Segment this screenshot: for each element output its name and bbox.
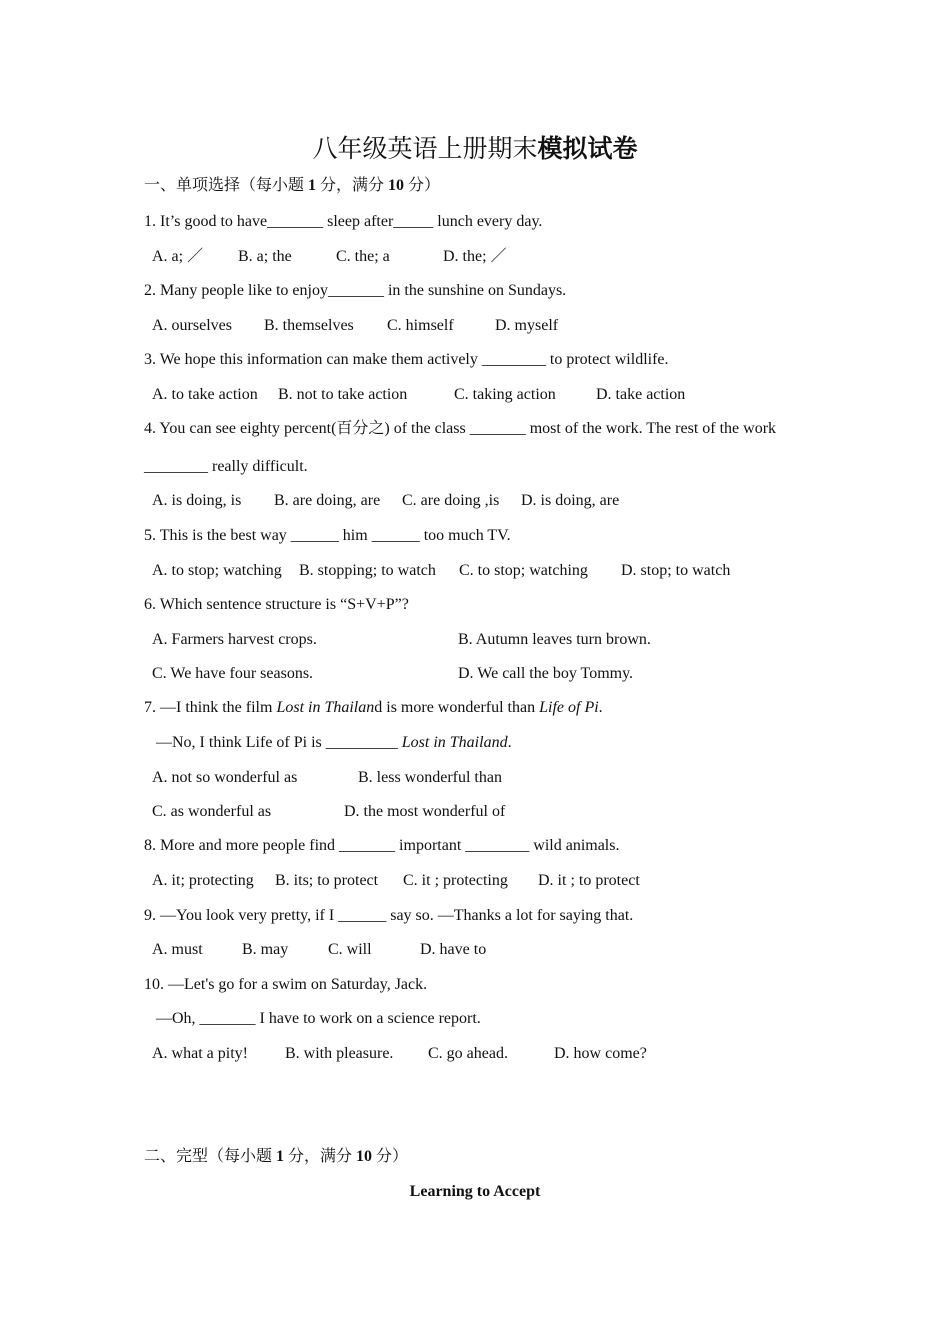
q9-option-b: B. may [242,941,289,958]
q3-option-a: A. to take action [152,386,258,403]
q10-option-d: D. how come? [554,1045,647,1062]
question-3: 3. We hope this information can make them actively ________ to protect wildlife. [144,351,669,368]
film-title-italic: Lost in Thailand [401,734,508,751]
q7-option-a: A. not so wonderful as [152,769,298,786]
q5-option-c: C. to stop; watching [459,562,588,579]
question-7-reply: —No, I think Life of Pi is _________ Lost in Thailand. [156,734,512,751]
q4-option-a: A. is doing, is [152,492,242,509]
q6-option-d: D. We call the boy Tommy. [458,665,634,682]
q9-option-c: C. will [328,941,372,958]
question-9: 9. —You look very pretty, if I ______ say so. —Thanks a lot for saying that. [144,907,634,924]
title-bold: 模拟试卷 [537,136,638,163]
q8-option-b: B. its; to protect [275,872,379,889]
film-title-italic: Lost in Thailan [276,699,375,716]
q1-option-d: D. the; ／ [443,248,507,265]
q2-option-d: D. myself [495,317,559,334]
q3-option-d: D. take action [596,386,686,403]
q6-option-a: A. Farmers harvest crops. [152,631,317,648]
q7-option-c: C. as wonderful as [152,803,272,820]
q7-option-d: D. the most wonderful of [344,803,506,820]
q8-option-d: D. it ; to protect [538,872,640,889]
question-6: 6. Which sentence structure is “S+V+P”? [144,596,409,613]
q10-option-a: A. what a pity! [152,1045,248,1062]
question-4: 4. You can see eighty percent(百分之) of the class _______ most of the work. The rest of the work [144,420,777,437]
q10-option-c: C. go ahead. [428,1045,508,1062]
question-5: 5. This is the best way ______ him ______ too much TV. [144,527,511,544]
page-title [0,134,950,166]
q10-option-b: B. with pleasure. [285,1045,394,1062]
q4-option-c: C. are doing ,is [402,492,500,509]
q2-option-b: B. themselves [264,317,354,334]
section-2-heading: 二、完型（每小题 1 分，满分 10 分） [144,1148,409,1165]
q8-option-a: A. it; protecting [152,872,254,889]
question-7: 7. —I think the film Lost in Thailand is more wonderful than Life of Pi. [144,699,603,716]
q1-option-a: A. a; ／ [152,248,204,265]
q9-option-a: A. must [152,941,203,958]
q2-option-a: A. ourselves [152,317,232,334]
q6-option-c: C. We have four seasons. [152,665,314,682]
film-title-italic: Life of Pi [539,699,599,716]
section-1-heading: 一、单项选择（每小题 1 分，满分 10 分） [144,177,441,194]
q5-option-a: A. to stop; watching [152,562,282,579]
q3-option-c: C. taking action [454,386,556,403]
q8-option-c: C. it ; protecting [403,872,508,889]
q5-option-d: D. stop; to watch [621,562,731,579]
question-10: 10. —Let's go for a swim on Saturday, Jack. [144,976,428,993]
q4-option-d: D. is doing, are [521,492,620,509]
q1-option-c: C. the; a [336,248,390,265]
q5-option-b: B. stopping; to watch [299,562,436,579]
question-1: 1. It’s good to have_______ sleep after_____ lunch every day. [144,213,543,230]
question-10-reply: —Oh, _______ I have to work on a science report. [156,1010,481,1027]
q6-option-b: B. Autumn leaves turn brown. [458,631,651,648]
q2-option-c: C. himself [387,317,454,334]
question-2: 2. Many people like to enjoy_______ in the sunshine on Sundays. [144,282,567,299]
title-normal: 八年级英语上册期末 [312,136,538,163]
q7-option-b: B. less wonderful than [358,769,502,786]
q3-option-b: B. not to take action [278,386,408,403]
question-8: 8. More and more people find _______ important ________ wild animals. [144,837,620,854]
q9-option-d: D. have to [420,941,487,958]
question-4-continued: ________ really difficult. [144,458,308,475]
q4-option-b: B. are doing, are [274,492,381,509]
q1-option-b: B. a; the [238,248,292,265]
passage-title: Learning to Accept [409,1183,541,1200]
